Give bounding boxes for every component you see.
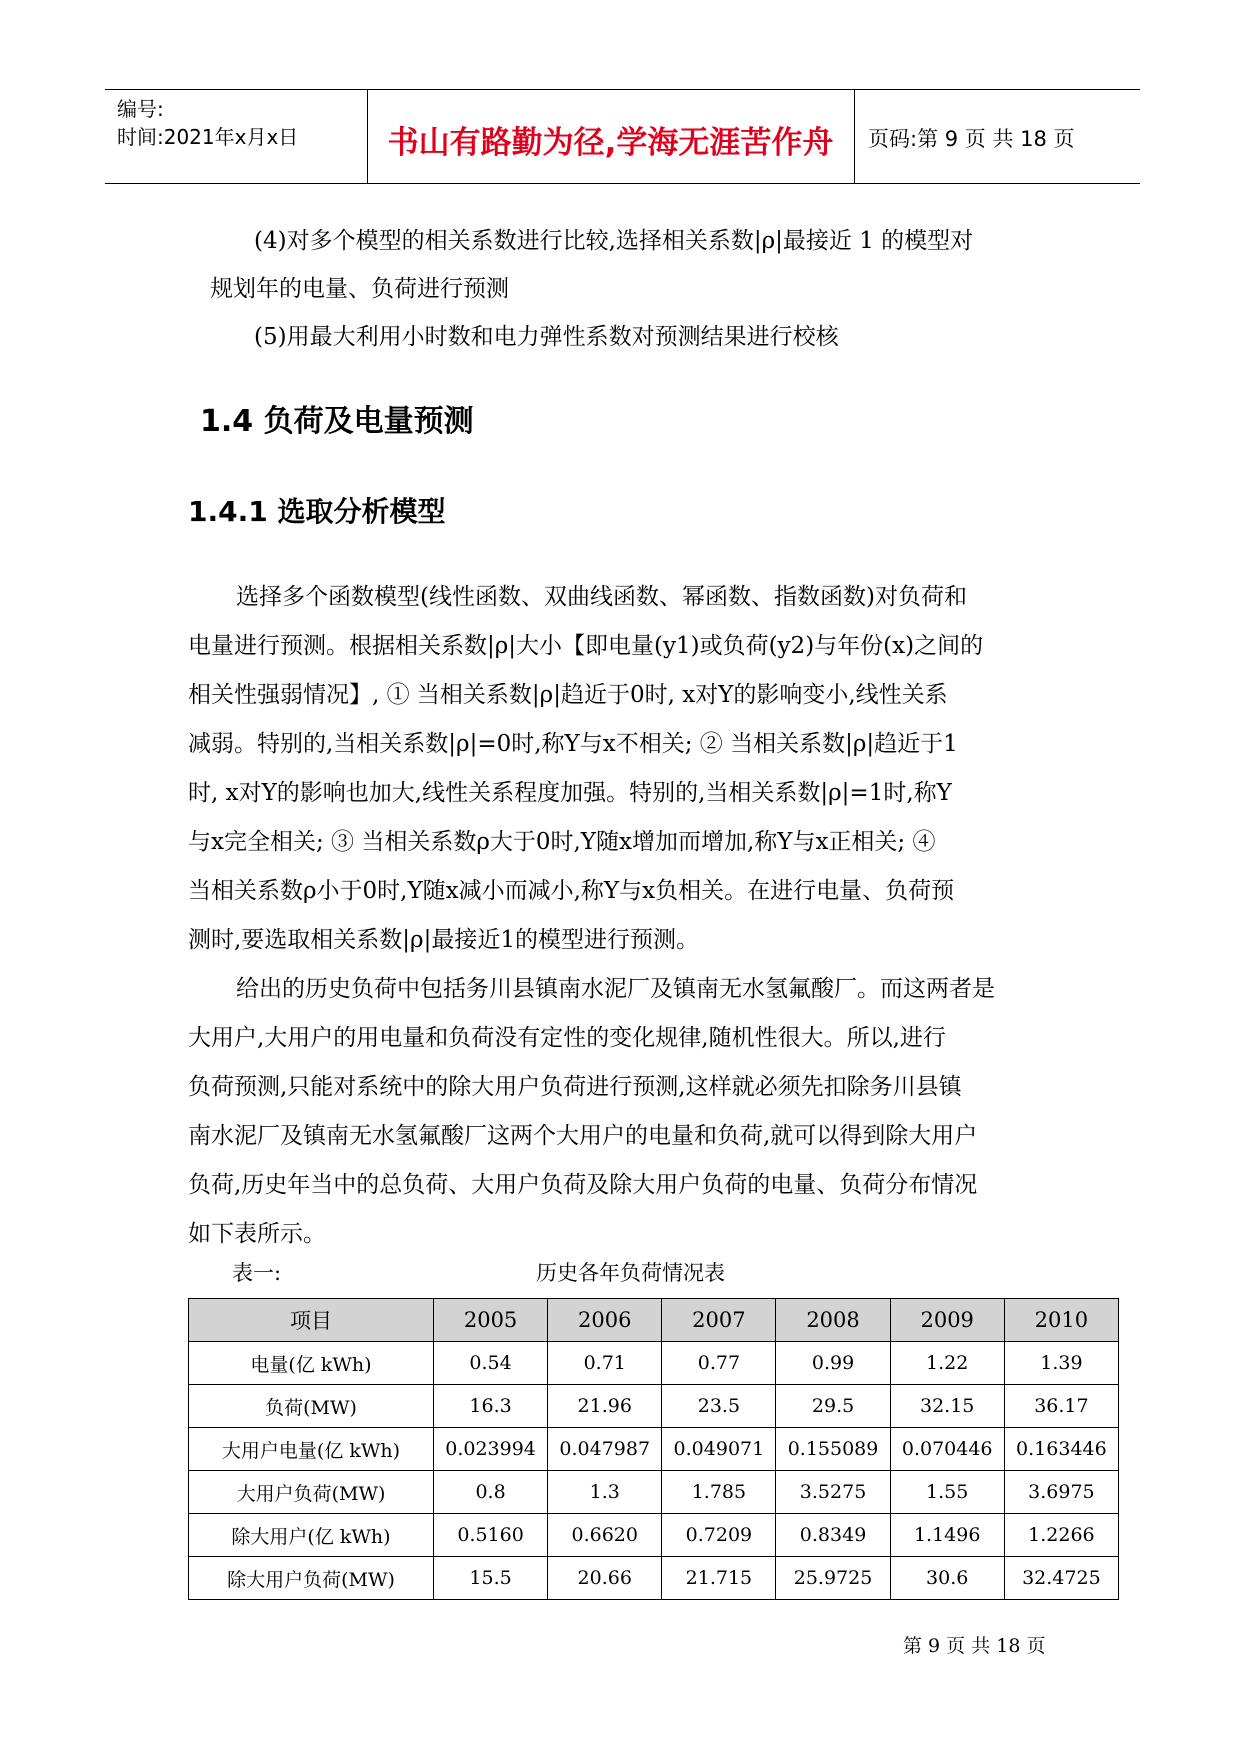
table-cell: 25.9725 bbox=[776, 1557, 890, 1600]
item-5: (5)用最大利用小时数和电力弹性系数对预测结果进行校核 bbox=[254, 324, 839, 350]
table-cell: 1.1496 bbox=[890, 1514, 1004, 1557]
table-row bbox=[189, 1557, 1119, 1600]
subsection-title: 1.4.1 选取分析模型 bbox=[188, 495, 446, 528]
header-meta bbox=[105, 90, 368, 183]
row-label: 负荷(MW) bbox=[189, 1385, 434, 1428]
table-label: 表一: bbox=[232, 1261, 282, 1285]
table-cell: 21.715 bbox=[662, 1557, 776, 1600]
paragraph-2-line: 给出的历史负荷中包括务川县镇南水泥厂及镇南无水氢氟酸厂。而这两者是 bbox=[236, 976, 995, 1002]
history-load-table bbox=[188, 1298, 1119, 1600]
item-4-line-1: (4)对多个模型的相关系数进行比较,选择相关系数|ρ|最接近 1 的模型对 bbox=[254, 228, 974, 254]
paragraph-1-line: 减弱。特别的,当相关系数|ρ|=0时,称Y与x不相关; ② 当相关系数|ρ|趋近于1 bbox=[188, 731, 958, 757]
table-cell: 0.8 bbox=[434, 1471, 548, 1514]
section-title: 1.4 负荷及电量预测 bbox=[200, 404, 474, 439]
table-cell: 15.5 bbox=[434, 1557, 548, 1600]
table-cell: 36.17 bbox=[1004, 1385, 1118, 1428]
table-cell: 21.96 bbox=[548, 1385, 662, 1428]
paragraph-1-line: 相关性强弱情况】, ① 当相关系数|ρ|趋近于0时, x对Y的影响变小,线性关系 bbox=[188, 682, 948, 708]
table-cell: 3.6975 bbox=[1004, 1471, 1118, 1514]
row-label: 除大用户负荷(MW) bbox=[189, 1557, 434, 1600]
item-4-line-2: 规划年的电量、负荷进行预测 bbox=[210, 276, 509, 302]
paragraph-2-line: 如下表所示。 bbox=[188, 1221, 326, 1247]
table-header-row bbox=[189, 1299, 1119, 1342]
column-header: 2005 bbox=[434, 1299, 548, 1342]
page-footer: 第 9 页 共 18 页 bbox=[903, 1635, 1046, 1657]
header-page-cell bbox=[854, 90, 1140, 183]
paragraph-2-line: 南水泥厂及镇南无水氢氟酸厂这两个大用户的电量和负荷,就可以得到除大用户 bbox=[188, 1123, 978, 1149]
paragraph-1-line: 与x完全相关; ③ 当相关系数ρ大于0时,Y随x增加而增加,称Y与x正相关; ④ bbox=[188, 829, 936, 855]
table-cell: 0.049071 bbox=[662, 1428, 776, 1471]
header-page-code: 页码:第 9 页 共 18 页 bbox=[868, 127, 1075, 151]
table-cell: 32.15 bbox=[890, 1385, 1004, 1428]
table-cell: 0.54 bbox=[434, 1342, 548, 1385]
paragraph-1-line: 时, x对Y的影响也加大,线性关系程度加强。特别的,当相关系数|ρ|=1时,称Y bbox=[188, 780, 952, 806]
table-cell: 32.4725 bbox=[1004, 1557, 1118, 1600]
table-cell: 1.39 bbox=[1004, 1342, 1118, 1385]
row-label: 大用户电量(亿 kWh) bbox=[189, 1428, 434, 1471]
row-label: 大用户负荷(MW) bbox=[189, 1471, 434, 1514]
table-cell: 20.66 bbox=[548, 1557, 662, 1600]
table-cell: 0.163446 bbox=[1004, 1428, 1118, 1471]
table-cell: 3.5275 bbox=[776, 1471, 890, 1514]
table-cell: 0.99 bbox=[776, 1342, 890, 1385]
table-cell: 0.5160 bbox=[434, 1514, 548, 1557]
table-row bbox=[189, 1385, 1119, 1428]
table-cell: 1.55 bbox=[890, 1471, 1004, 1514]
table-cell: 1.2266 bbox=[1004, 1514, 1118, 1557]
paragraph-2-line: 负荷预测,只能对系统中的除大用户负荷进行预测,这样就必须先扣除务川县镇 bbox=[188, 1074, 962, 1100]
table-cell: 0.7209 bbox=[662, 1514, 776, 1557]
column-header: 2010 bbox=[1004, 1299, 1118, 1342]
table-cell: 0.6620 bbox=[548, 1514, 662, 1557]
table-row bbox=[189, 1428, 1119, 1471]
table-row bbox=[189, 1471, 1119, 1514]
document-number: 编号: bbox=[117, 97, 164, 121]
table-cell: 1.785 bbox=[662, 1471, 776, 1514]
table-row bbox=[189, 1342, 1119, 1385]
table-cell: 23.5 bbox=[662, 1385, 776, 1428]
row-label: 电量(亿 kWh) bbox=[189, 1342, 434, 1385]
header-motto: 书山有路勤为径,学海无涯苦作舟 bbox=[387, 125, 834, 161]
table-cell: 30.6 bbox=[890, 1557, 1004, 1600]
paragraph-1-line: 电量进行预测。根据相关系数|ρ|大小【即电量(y1)或负荷(y2)与年份(x)之间的 bbox=[188, 633, 984, 659]
table-cell: 0.8349 bbox=[776, 1514, 890, 1557]
page-header bbox=[105, 89, 1140, 184]
table-cell: 29.5 bbox=[776, 1385, 890, 1428]
column-header: 2009 bbox=[890, 1299, 1004, 1342]
column-header: 2007 bbox=[662, 1299, 776, 1342]
table-cell: 1.3 bbox=[548, 1471, 662, 1514]
table-cell: 1.22 bbox=[890, 1342, 1004, 1385]
table-title: 历史各年负荷情况表 bbox=[536, 1261, 725, 1285]
table-cell: 0.77 bbox=[662, 1342, 776, 1385]
document-time: 时间:2021年x月x日 bbox=[117, 125, 299, 149]
paragraph-2-line: 负荷,历史年当中的总负荷、大用户负荷及除大用户负荷的电量、负荷分布情况 bbox=[188, 1172, 978, 1198]
table-cell: 0.71 bbox=[548, 1342, 662, 1385]
table-row bbox=[189, 1514, 1119, 1557]
table-cell: 0.155089 bbox=[776, 1428, 890, 1471]
table-cell: 0.023994 bbox=[434, 1428, 548, 1471]
table-cell: 0.070446 bbox=[890, 1428, 1004, 1471]
paragraph-1-line: 测时,要选取相关系数|ρ|最接近1的模型进行预测。 bbox=[188, 927, 699, 953]
header-motto-cell bbox=[367, 90, 855, 183]
paragraph-2-line: 大用户,大用户的用电量和负荷没有定性的变化规律,随机性很大。所以,进行 bbox=[188, 1025, 946, 1051]
table-cell: 0.047987 bbox=[548, 1428, 662, 1471]
row-label: 除大用户(亿 kWh) bbox=[189, 1514, 434, 1557]
column-header: 2008 bbox=[776, 1299, 890, 1342]
paragraph-1-line: 当相关系数ρ小于0时,Y随x减小而减小,称Y与x负相关。在进行电量、负荷预 bbox=[188, 878, 955, 904]
column-header: 2006 bbox=[548, 1299, 662, 1342]
column-header: 项目 bbox=[189, 1299, 434, 1342]
table-cell: 16.3 bbox=[434, 1385, 548, 1428]
paragraph-1-line: 选择多个函数模型(线性函数、双曲线函数、幂函数、指数函数)对负荷和 bbox=[236, 584, 967, 610]
